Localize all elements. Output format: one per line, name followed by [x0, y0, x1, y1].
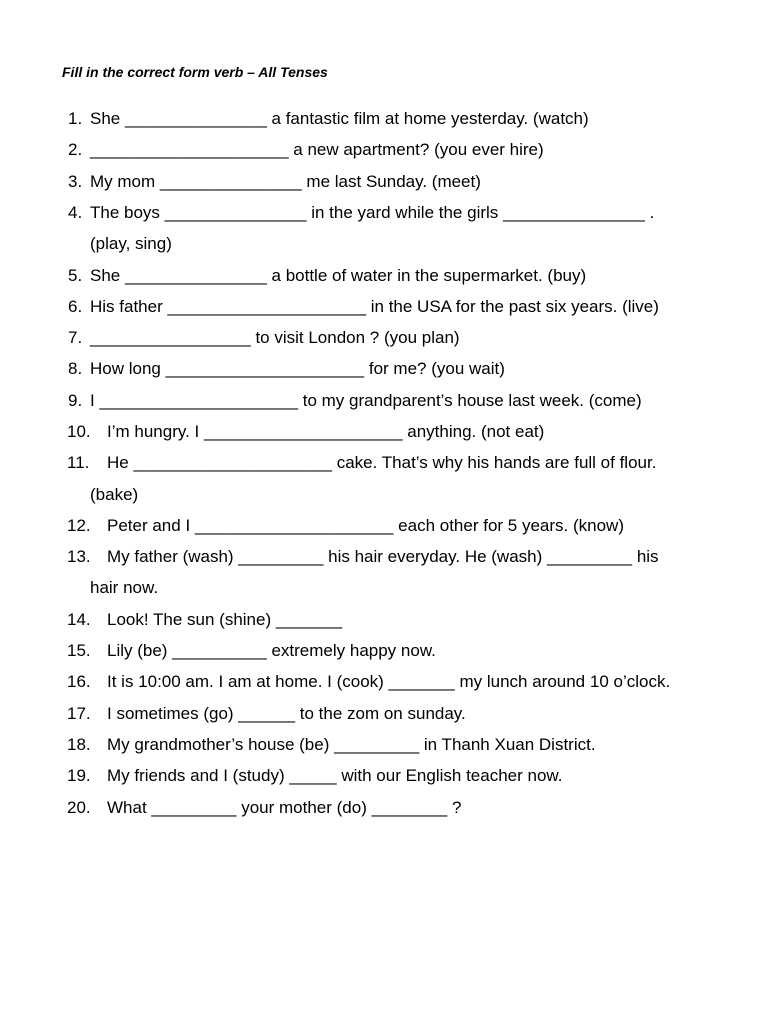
item-sentence: He _____________________ cake. That’s why his hands are full of flour. — [107, 453, 657, 473]
item-number: 2. — [68, 140, 83, 160]
item-sentence: Peter and I _____________________ each other for 5 years. (know) — [107, 515, 624, 535]
item-number: 4. — [68, 202, 83, 222]
item-number: 5. — [68, 265, 83, 285]
item-number: 7. — [68, 328, 83, 348]
item-number: 15. — [67, 641, 91, 661]
item-number: 20. — [67, 797, 91, 817]
item-number: 12. — [67, 515, 91, 535]
item-number: 10. — [67, 422, 91, 441]
item-sentence: I’m hungry. I _____________________ anything. (not eat) — [107, 422, 545, 441]
item-sentence: What _________ your mother (do) ________ ? — [107, 797, 462, 817]
worksheet-title: Fill in the correct form verb – All Tenses — [62, 64, 328, 80]
item-sentence-continued: (bake) — [90, 484, 139, 504]
item-number: 19. — [67, 766, 91, 786]
item-number: 3. — [68, 171, 83, 191]
item-number: 11. — [67, 453, 90, 473]
item-sentence: It is 10:00 am. I am at home. I (cook) _______ my lunch around 10 o’clock. — [107, 672, 671, 692]
item-sentence: I _____________________ to my grandparent’s house last week. (come) — [90, 390, 642, 410]
item-sentence: Lily (be) __________ extremely happy now. — [107, 641, 436, 661]
item-sentence: The boys _______________ in the yard while the girls _______________ . — [90, 202, 655, 222]
item-sentence-continued: (play, sing) — [90, 234, 172, 254]
item-sentence: My father (wash) _________ his hair everyday. He (wash) _________ his — [107, 547, 659, 567]
item-sentence-continued: hair now. — [90, 578, 159, 598]
item-number: 17. — [67, 703, 91, 723]
item-number: 8. — [68, 359, 83, 379]
item-number: 18. — [67, 735, 91, 754]
item-sentence: How long _____________________ for me? (you wait) — [90, 359, 505, 379]
item-sentence: My grandmother’s house (be) _________ in Thanh Xuan District. — [107, 735, 596, 754]
item-number: 14. — [67, 609, 91, 629]
item-number: 16. — [67, 672, 91, 692]
item-number: 13. — [67, 547, 91, 567]
item-number: 1. — [68, 109, 83, 128]
item-sentence: I sometimes (go) ______ to the zom on sunday. — [107, 703, 466, 723]
item-sentence: My friends and I (study) _____ with our English teacher now. — [107, 766, 563, 786]
item-sentence: My mom _______________ me last Sunday. (meet) — [90, 171, 481, 191]
item-number: 9. — [68, 390, 83, 410]
item-sentence: _____________________ a new apartment? (you ever hire) — [90, 140, 544, 160]
item-sentence: _________________ to visit London ? (you plan) — [90, 328, 460, 348]
item-sentence: Look! The sun (shine) _______ — [107, 609, 343, 629]
item-sentence: She _______________ a bottle of water in the supermarket. (buy) — [90, 265, 587, 285]
item-sentence: His father _____________________ in the USA for the past six years. (live) — [90, 296, 659, 316]
item-number: 6. — [68, 296, 83, 316]
item-sentence: She _______________ a fantastic film at home yesterday. (watch) — [90, 109, 589, 128]
